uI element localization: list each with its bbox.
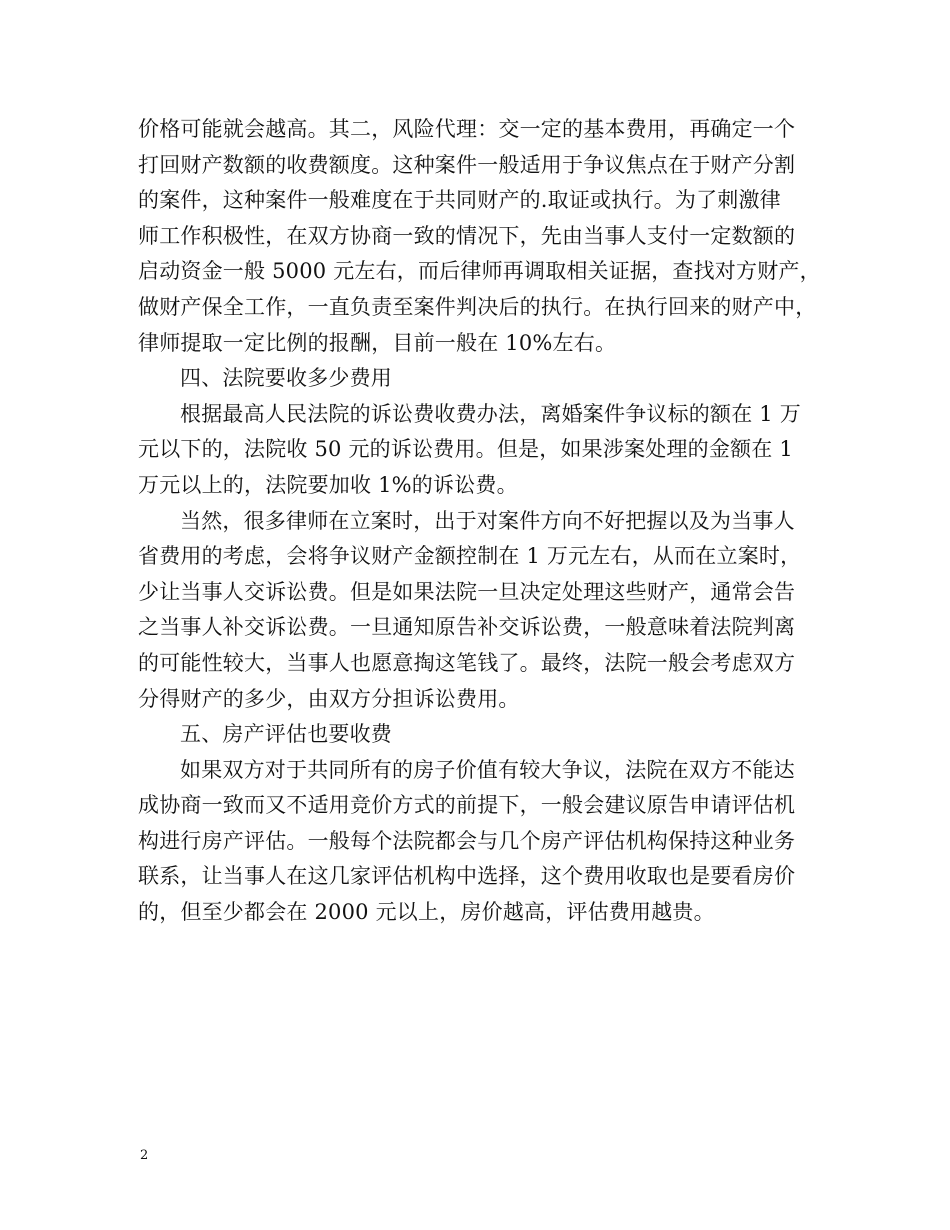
text-line: 如果双方对于共同所有的房子价值有较大争议，法院在双方不能达	[180, 757, 795, 782]
text-line: 少让当事人交诉讼费。但是如果法院一旦决定处理这些财产，通常会告	[138, 579, 796, 604]
page-number: 2	[140, 1148, 149, 1163]
text-line: 打回财产数额的收费额度。这种案件一般适用于争议焦点在于财产分割	[138, 152, 796, 177]
text-line: 联系，让当事人在这几家评估机构中选择，这个费用收取也是要看房价	[138, 864, 796, 889]
text-line: 当然，很多律师在立案时，出于对案件方向不好把握以及为当事人	[180, 508, 795, 533]
text-line: 启动资金一般 5000 元左右，而后律师再调取相关证据，查找对方财产，	[138, 259, 821, 284]
text-line: 做财产保全工作，一直负责至案件判决后的执行。在执行回来的财产中，	[138, 294, 817, 319]
text-line: 的可能性较大，当事人也愿意掏这笔钱了。最终，法院一般会考虑双方	[138, 650, 796, 675]
text-line: 万元以上的，法院要加收 1%的诉讼费。	[138, 472, 518, 497]
section-heading: 五、房产评估也要收费	[180, 722, 392, 747]
text-line: 根据最高人民法院的诉讼费收费办法，离婚案件争议标的额在 1 万	[180, 401, 801, 426]
text-line: 省费用的考虑，会将争议财产金额控制在 1 万元左右，从而在立案时，	[138, 544, 802, 569]
text-line: 价格可能就会越高。其二，风险代理：交一定的基本费用，再确定一个	[138, 117, 796, 141]
text-line: 分得财产的多少，由双方分担诉讼费用。	[138, 686, 520, 711]
text-line: 之当事人补交诉讼费。一旦通知原告补交诉讼费，一般意味着法院判离	[138, 615, 796, 640]
section-heading: 四、法院要收多少费用	[180, 366, 392, 391]
text-line: 构进行房产评估。一般每个法院都会与几个房产评估机构保持这种业务	[138, 828, 796, 853]
text-line: 的案件，这种案件一般难度在于共同财产的.取证或执行。为了刺激律	[138, 188, 781, 213]
text-line: 师工作积极性，在双方协商一致的情况下，先由当事人支付一定数额的	[138, 223, 796, 248]
document-body	[138, 112, 838, 931]
text-line: 元以下的，法院收 50 元的诉讼费用。但是，如果涉案处理的金额在 1	[138, 437, 793, 462]
text-line: 的，但至少都会在 2000 元以上，房价越高，评估费用越贵。	[138, 900, 715, 925]
text-line: 律师提取一定比例的报酬，目前一般在 10%左右。	[138, 330, 617, 355]
text-line: 成协商一致而又不适用竞价方式的前提下，一般会建议原告申请评估机	[138, 793, 796, 818]
